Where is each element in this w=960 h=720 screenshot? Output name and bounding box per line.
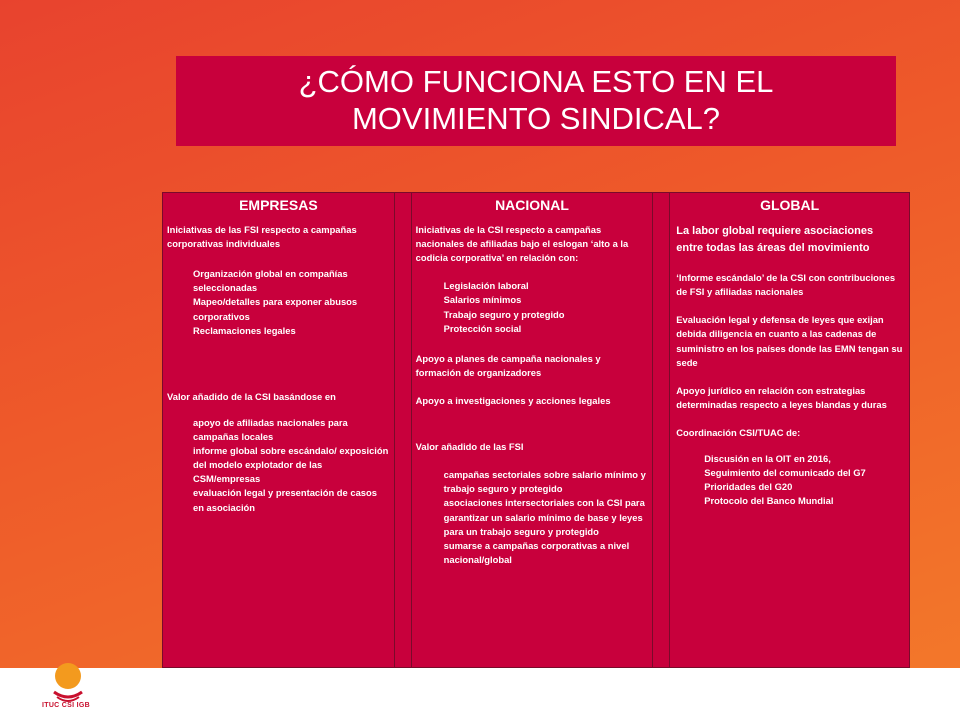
paragraph: Evaluación legal y defensa de leyes que exijan debida diligencia en cuanto a las cadenas de suministro en los países donde las EMN tengan su sede bbox=[676, 314, 903, 368]
page-title: ¿CÓMO FUNCIONA ESTO EN EL MOVIMIENTO SINDICAL? bbox=[298, 64, 774, 136]
slide-footer bbox=[0, 668, 960, 720]
list-item: Trabajo seguro y protegido bbox=[443, 308, 565, 320]
list-item: apoyo de afiliadas nacionales para campañas locales bbox=[193, 416, 348, 442]
list-item: Discusión en la OIT en 2016, bbox=[704, 453, 831, 465]
section-heading: Valor añadido de la CSI basándose en bbox=[167, 390, 336, 402]
column-empresas bbox=[163, 193, 394, 667]
list-item: informe global sobre escándalo/ exposición del modelo explotador de las CSM/empresas bbox=[193, 445, 389, 485]
title-box bbox=[176, 56, 896, 146]
logo-text: ITUC CSI IGB bbox=[42, 702, 90, 709]
list-item: Organización global en compañías seleccionadas bbox=[193, 268, 348, 294]
list-item: Protocolo del Banco Mundial bbox=[704, 495, 834, 507]
list-item: Mapeo/detalles para exponer abusos corporativos bbox=[193, 296, 358, 322]
column-intro: La labor global requiere asociaciones entre todas las áreas del movimiento bbox=[676, 225, 874, 255]
section-heading: Coordinación CSI/TUAC de: bbox=[676, 426, 801, 438]
list bbox=[167, 267, 390, 338]
list-item: Prioridades del G20 bbox=[704, 481, 793, 493]
column-nacional bbox=[412, 193, 653, 667]
paragraph: Apoyo jurídico en relación con estrategias determinadas respecto a leyes blandas y duras bbox=[676, 384, 887, 410]
list-item: Protección social bbox=[443, 322, 522, 334]
list-item: Legislación laboral bbox=[443, 280, 529, 292]
list-item: campañas sectoriales sobre salario mínimo y trabajo seguro y protegido bbox=[443, 469, 646, 495]
list bbox=[416, 468, 649, 567]
list-item: Reclamaciones legales bbox=[193, 324, 296, 336]
column-heading: EMPRESAS bbox=[239, 197, 318, 213]
list-item: asociaciones intersectoriales con la CSI para garantizar un salario mínimo de base y leyes para un trabajo seguro y protegido bbox=[443, 497, 645, 537]
column-intro: Iniciativas de las FSI respecto a campañas corporativas individuales bbox=[167, 224, 357, 250]
list bbox=[167, 416, 390, 515]
content-table bbox=[162, 192, 910, 668]
column-divider bbox=[394, 193, 412, 667]
list-item: evaluación legal y presentación de casos en asociación bbox=[193, 487, 377, 513]
list bbox=[676, 452, 903, 508]
list bbox=[416, 279, 649, 335]
column-intro: Iniciativas de la CSI respecto a campañas nacionales de afiliadas bajo el eslogan ‘alto a la codicia corporativa’ en relación con: bbox=[415, 224, 629, 264]
list-item: Seguimiento del comunicado del G7 bbox=[704, 467, 866, 479]
list-item: Salarios mínimos bbox=[443, 294, 522, 306]
column-divider bbox=[652, 193, 670, 667]
paragraph: ‘Informe escándalo’ de la CSI con contribuciones de FSI y afiliadas nacionales bbox=[676, 272, 896, 298]
paragraph: Apoyo a investigaciones y acciones legales bbox=[415, 394, 611, 406]
column-heading: GLOBAL bbox=[760, 197, 820, 213]
paragraph: Apoyo a planes de campaña nacionales y formación de organizadores bbox=[415, 352, 601, 378]
column-global bbox=[670, 193, 909, 667]
column-heading: NACIONAL bbox=[495, 197, 569, 213]
list-item: sumarse a campañas corporativas a nivel nacional/global bbox=[443, 539, 630, 565]
section-heading: Valor añadido de las FSI bbox=[415, 441, 524, 453]
